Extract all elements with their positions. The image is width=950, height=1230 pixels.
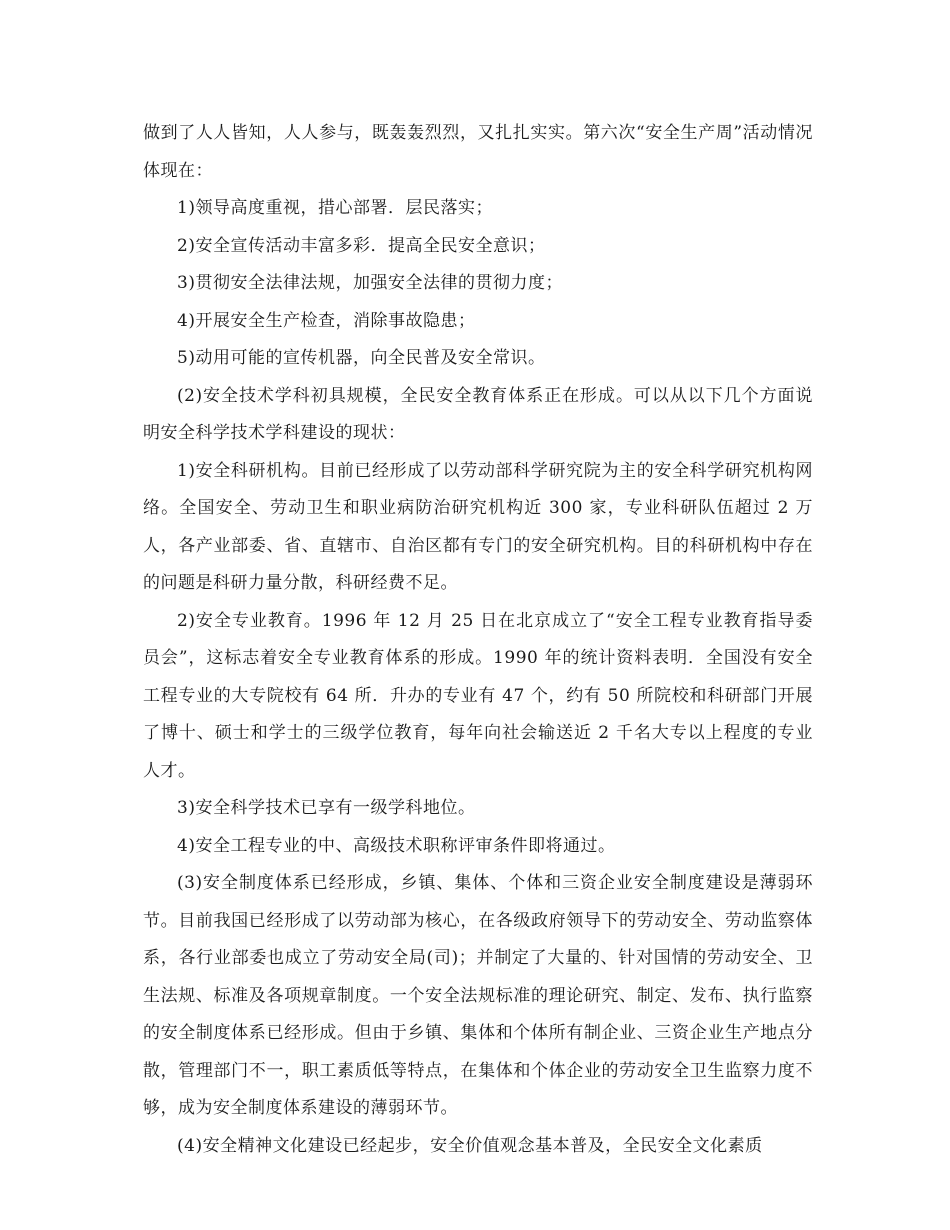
paragraph: 1)安全科研机构。目前已经形成了以劳动部科学研究院为主的安全科学研究机构网络。全国安全、劳动卫生和职业病防治研究机构近 300 家，专业科研队伍超过 2 万人，各产业部委、省、直辖市、自治区都有专门的安全研究机构。目的科研机构中存在的问题是科研力量分散，科研经费不足。 <box>143 460 813 593</box>
paragraph: 做到了人人皆知，人人参与，既轰轰烈烈，又扎扎实实。第六次“安全生产周”活动情况体现在： <box>143 123 813 181</box>
paragraph: (3)安全制度体系已经形成，乡镇、集体、个体和三资企业安全制度建设是薄弱环节。目前我国已经形成了以劳动部为核心，在各级政府领导下的劳动安全、劳动监察体系，各行业部委也成立了劳动安全局(司)；并制定了大量的、针对国情的劳动安全、卫生法规、标准及各项规章制度。一个安全法规标准的理论研究、制定、发布、执行监察的安全制度体系已经形成。但由于乡镇、集体和个体所有制企业、三资企业生产地点分散，管理部门不一，职工素质低等特点，在集体和个体企业的劳动安全卫生监察力度不够，成为安全制度体系建设的薄弱环节。 <box>143 873 813 1118</box>
paragraph: 2)安全宣传活动丰富多彩．提高全民安全意识； <box>177 235 546 256</box>
paragraph: 3)安全科学技术已享有一级学科地位。 <box>177 798 476 818</box>
paragraph: 4)安全工程专业的中、高级技术职称评审条件即将通过。 <box>177 835 616 856</box>
paragraph: 4)开展安全生产检查，消除事故隐患； <box>177 310 476 331</box>
document-body <box>143 115 813 1165</box>
paragraph: 5)动用可能的宣传机器，向全民普及安全常识。 <box>177 348 546 368</box>
paragraph: 2)安全专业教育。1996 年 12 月 25 日在北京成立了“安全工程专业教育指导委员会”，这标志着安全专业教育体系的形成。1990 年的统计资料表明．全国没有安全工程专业的大专院校有 64 所．升办的专业有 47 个，约有 50 所院校和科研部门开展了博十、硕士和学士的三级学位教育，每年向社会输送近 2 千名大专以上程度的专业人才。 <box>143 610 813 781</box>
paragraph: (2)安全技术学科初具规模，全民安全教育体系正在形成。可以从以下几个方面说明安全科学技术学科建设的现状： <box>143 385 813 443</box>
paragraph: 3)贯彻安全法律法规，加强安全法律的贯彻力度； <box>177 273 563 293</box>
paragraph: 1)领导高度重视，措心部署．层民落实； <box>177 198 493 218</box>
paragraph: (4)安全精神文化建设已经起步，安全价值观念基本普及，全民安全文化素质 <box>177 1135 763 1156</box>
